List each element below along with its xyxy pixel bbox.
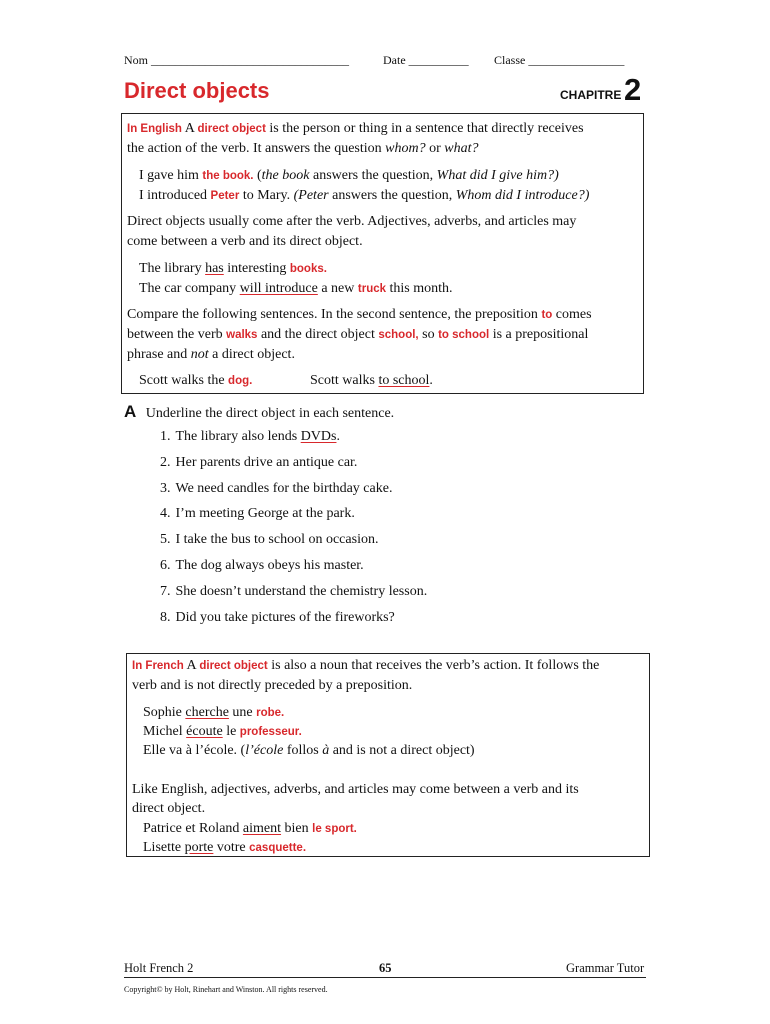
exercise-text: The dog always obeys his master.: [175, 558, 364, 573]
page-number: 65: [379, 961, 392, 975]
classe-field: Classe ________________: [494, 53, 625, 67]
chapitre-number: 2: [624, 72, 642, 107]
english-example-4: The car company will introduce a new truck this month.: [139, 281, 453, 296]
chapitre-label: CHAPITRE: [560, 88, 622, 102]
exercise-punctuation: .: [336, 429, 340, 444]
french-explanation-box: [126, 653, 650, 857]
in-french-label: In French: [132, 660, 184, 672]
exercise-number: 6.: [160, 558, 171, 573]
nom-field: Nom _________________________________: [124, 53, 349, 67]
page-title: Direct objects: [124, 78, 270, 103]
english-intro-line2: the action of the verb. It answers the question whom? or what?: [127, 141, 479, 156]
english-para2-line2: come between a verb and its direct object.: [127, 234, 363, 249]
exercise-item: [160, 429, 340, 445]
exercise-item: [160, 584, 427, 600]
exercise-text: Her parents drive an antique car.: [175, 454, 358, 470]
exercise-item: [160, 558, 364, 574]
english-example-3: The library has interesting books.: [139, 261, 327, 276]
exercise-number: 3.: [160, 480, 171, 496]
exercise-text: I take the bus to school on occasion.: [175, 532, 379, 548]
english-example-6: Scott walks to school.: [310, 373, 433, 388]
english-para2-line1: Direct objects usually come after the verb. Adjectives, adverbs, and articles may: [127, 214, 577, 229]
french-para2-line2: direct object.: [132, 801, 206, 816]
exercise-item: [160, 610, 395, 626]
exercise-number: 5.: [160, 532, 171, 548]
footer-book-title: Holt French 2: [124, 961, 194, 975]
exercise-number: 7.: [160, 583, 171, 599]
section-a-heading: [124, 402, 394, 422]
direct-object-term: direct object: [197, 123, 266, 135]
exercise-item: [160, 532, 378, 548]
exercise-text: We need candles for the birthday cake.: [175, 480, 393, 496]
exercise-number: 2.: [160, 454, 171, 470]
section-a-instruction: Underline the direct object in each sentence.: [145, 406, 395, 421]
english-example-1: I gave him the book. (the book answers the question, What did I give him?): [139, 168, 559, 183]
exercise-text: The library also lends: [175, 429, 298, 444]
english-example-2: I introduced Peter to Mary. (Peter answers the question, Whom did I introduce?): [139, 188, 590, 203]
section-a-letter: A: [124, 402, 137, 421]
copyright: Copyright© by Holt, Rinehart and Winston. All rights reserved.: [124, 985, 328, 994]
french-example-5: Lisette porte votre casquette.: [143, 840, 307, 855]
french-example-1: Sophie cherche une robe.: [143, 705, 285, 720]
footer-divider: [124, 977, 646, 978]
exercise-number: 1.: [160, 429, 171, 444]
french-example-2: Michel écoute le professeur.: [143, 724, 302, 739]
exercise-item: [160, 455, 357, 471]
english-para3-line3: phrase and not a direct object.: [127, 347, 295, 362]
english-example-5: Scott walks the dog.: [139, 373, 253, 388]
french-intro-line1: In French A direct object is also a noun that receives the verb’s action. It follows the: [132, 658, 600, 673]
exercise-item: [160, 481, 392, 497]
exercise-number: 4.: [160, 506, 171, 522]
date-field: Date __________: [383, 53, 469, 67]
english-intro-line1: In English A direct object is the person or thing in a sentence that directly receives: [127, 121, 584, 136]
footer-series: Grammar Tutor: [566, 961, 645, 975]
french-intro-line2: verb and is not directly preceded by a preposition.: [132, 678, 413, 693]
exercise-number: 8.: [160, 609, 171, 625]
english-para3-line1: Compare the following sentences. In the second sentence, the preposition to comes: [127, 307, 592, 322]
english-para3-line2: between the verb walks and the direct object school, so to school is a prepositional: [127, 327, 589, 342]
english-explanation-box: [121, 113, 644, 394]
exercise-text: I’m meeting George at the park.: [175, 506, 355, 522]
french-para2-line1: Like English, adjectives, adverbs, and articles may come between a verb and its: [132, 782, 579, 797]
exercise-item: [160, 506, 355, 522]
french-example-3: Elle va à l’école. (l’école follos à and is not a direct object): [143, 743, 475, 758]
french-example-4: Patrice et Roland aiment bien le sport.: [143, 821, 357, 836]
exercise-text: Did you take pictures of the fireworks?: [175, 609, 395, 625]
exercise-answer-underlined: DVDs: [300, 429, 337, 444]
exercise-text: She doesn’t understand the chemistry lesson.: [175, 583, 428, 599]
in-english-label: In English: [127, 123, 182, 135]
